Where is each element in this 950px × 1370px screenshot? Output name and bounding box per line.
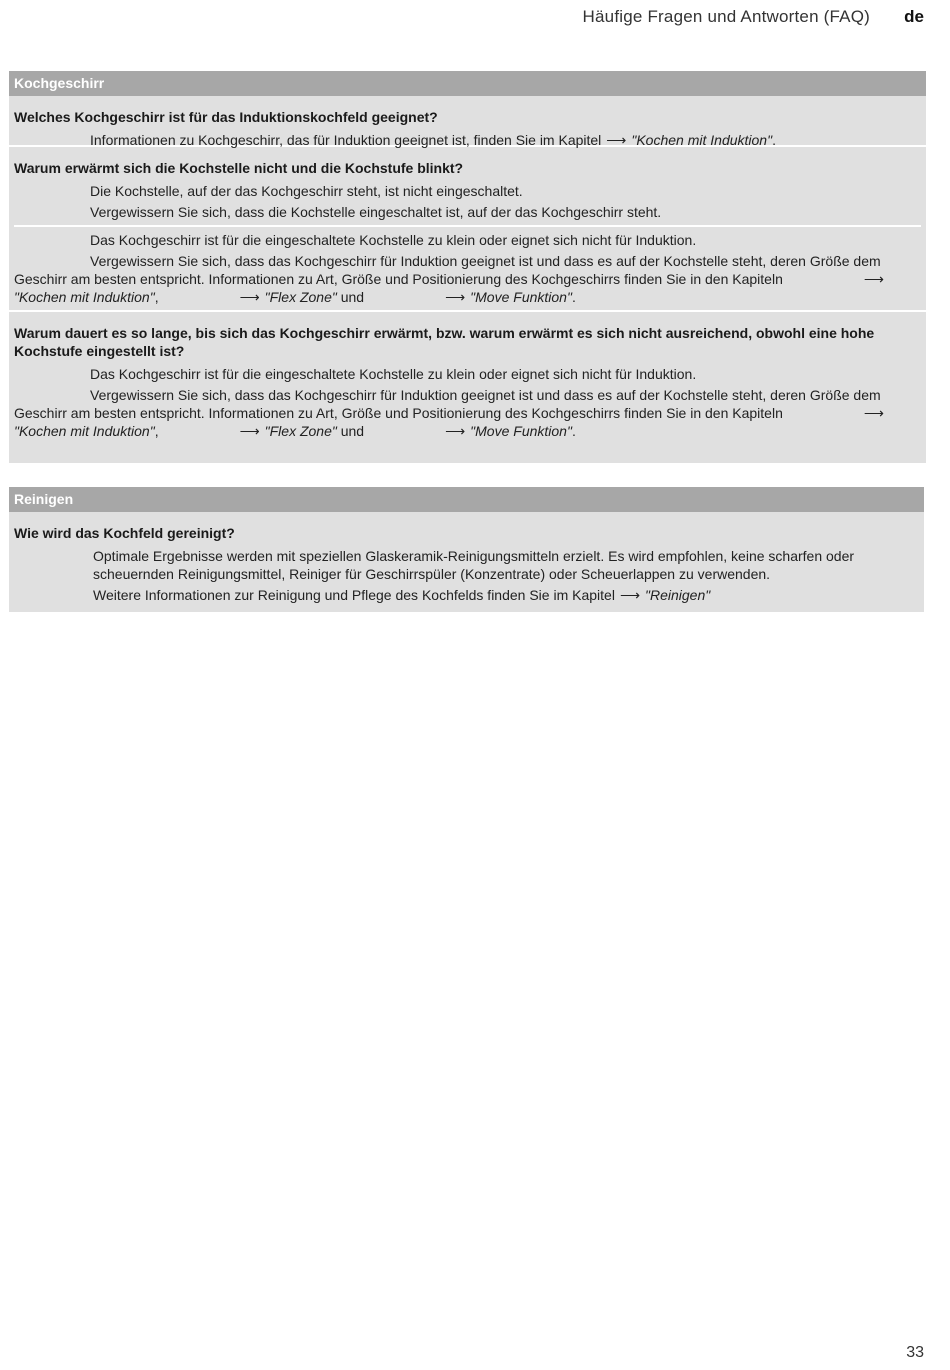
faq-item bbox=[9, 147, 926, 312]
separator: , bbox=[154, 289, 159, 305]
chapter-reference[interactable]: "Kochen mit Induktion" bbox=[14, 423, 155, 439]
answer-punctuation: . bbox=[571, 423, 576, 439]
faq-cause: Das Kochgeschirr ist für die eingeschaltete Kochstelle zu klein oder eignet sich nicht für Induktion. bbox=[90, 366, 697, 382]
chapter-reference[interactable]: "Flex Zone" bbox=[264, 289, 337, 305]
answer-reference-line bbox=[14, 586, 919, 604]
arrow-right-icon: ⟶ bbox=[239, 423, 260, 439]
faq-cause-block bbox=[14, 365, 921, 440]
arrow-right-icon: ⟶ bbox=[863, 405, 884, 421]
arrow-right-icon: ⟶ bbox=[619, 587, 641, 603]
faq-cause-block bbox=[14, 182, 921, 221]
answer-punctuation: . bbox=[571, 289, 576, 305]
faq-item bbox=[9, 312, 926, 445]
faq-question: Warum dauert es so lange, bis sich das Kochgeschirr erwärmt, bzw. warum erwärmt es sich nicht ausreichend, obwohl eine hohe Kochstufe eingestellt ist? bbox=[14, 325, 875, 359]
answer-punctuation: . bbox=[772, 132, 776, 148]
faq-question: Warum erwärmt sich die Kochstelle nicht und die Kochstufe blinkt? bbox=[14, 160, 464, 176]
faq-remedy bbox=[14, 386, 921, 440]
faq-question: Welches Kochgeschirr ist für das Induktionskochfeld geeignet? bbox=[14, 109, 438, 125]
page-header-title: Häufige Fragen und Antworten (FAQ) bbox=[582, 7, 870, 26]
faq-item bbox=[9, 512, 924, 609]
remedy-text: Vergewissern Sie sich, dass das Kochgeschirr für Induktion geeignet ist und dass es auf der Kochstelle steht, deren Größe dem Geschirr am besten entspricht. Informationen zu Art, Größe und Positionierung des Kochgeschirrs finden Sie in den Kapiteln bbox=[14, 387, 881, 421]
section-cleaning bbox=[9, 487, 924, 612]
chapter-reference[interactable]: "Kochen mit Induktion" bbox=[631, 132, 773, 148]
chapter-reference[interactable]: "Move Funktion" bbox=[470, 423, 572, 439]
faq-cause: Das Kochgeschirr ist für die eingeschaltete Kochstelle zu klein oder eignet sich nicht für Induktion. bbox=[90, 232, 697, 248]
language-code: de bbox=[904, 7, 924, 26]
faq-item bbox=[9, 96, 926, 147]
arrow-right-icon: ⟶ bbox=[239, 289, 260, 305]
chapter-reference[interactable]: "Kochen mit Induktion" bbox=[14, 289, 155, 305]
arrow-right-icon: ⟶ bbox=[606, 132, 627, 148]
arrow-right-icon: ⟶ bbox=[445, 423, 466, 439]
conjunction: und bbox=[340, 423, 365, 439]
faq-remedy bbox=[14, 252, 921, 306]
answer-text: Optimale Ergebnisse werden mit speziellen Glaskeramik-Reinigungsmitteln erzielt. Es wird empfohlen, keine scharfen oder scheuernden Reinigungsmittel, Reiniger für Geschirrspüler (Konzentrate) oder Scheuerlappen zu verwenden. bbox=[93, 548, 855, 582]
remedy-text: Vergewissern Sie sich, dass das Kochgeschirr für Induktion geeignet ist und dass es auf der Kochstelle steht, deren Größe dem Geschirr am besten entspricht. Informationen zu Art, Größe und Positionierung des Kochgeschirrs finden Sie in den Kapiteln bbox=[14, 253, 881, 287]
arrow-right-icon: ⟶ bbox=[863, 271, 884, 287]
section-title: Kochgeschirr bbox=[9, 71, 926, 96]
answer-text: Informationen zu Kochgeschirr, das für Induktion geeignet ist, finden Sie im Kapitel bbox=[90, 132, 602, 148]
faq-cause-block bbox=[14, 225, 921, 306]
faq-remedy: Vergewissern Sie sich, dass die Kochstelle eingeschaltet ist, auf der das Kochgeschirr steht. bbox=[90, 204, 662, 220]
answer-text: Weitere Informationen zur Reinigung und Pflege des Kochfelds finden Sie im Kapitel bbox=[93, 587, 615, 603]
chapter-reference[interactable]: "Flex Zone" bbox=[264, 423, 337, 439]
page-number: 33 bbox=[906, 1344, 924, 1361]
separator: , bbox=[154, 423, 159, 439]
faq-question: Wie wird das Kochfeld gereinigt? bbox=[14, 525, 235, 541]
chapter-reference[interactable]: "Move Funktion" bbox=[470, 289, 572, 305]
arrow-right-icon: ⟶ bbox=[445, 289, 466, 305]
chapter-reference[interactable]: "Reinigen" bbox=[645, 587, 711, 603]
faq-cause: Die Kochstelle, auf der das Kochgeschirr steht, ist nicht eingeschaltet. bbox=[90, 183, 523, 199]
conjunction: und bbox=[340, 289, 365, 305]
section-title: Reinigen bbox=[9, 487, 924, 512]
section-cookware bbox=[9, 71, 926, 463]
faq-answer bbox=[14, 547, 919, 604]
